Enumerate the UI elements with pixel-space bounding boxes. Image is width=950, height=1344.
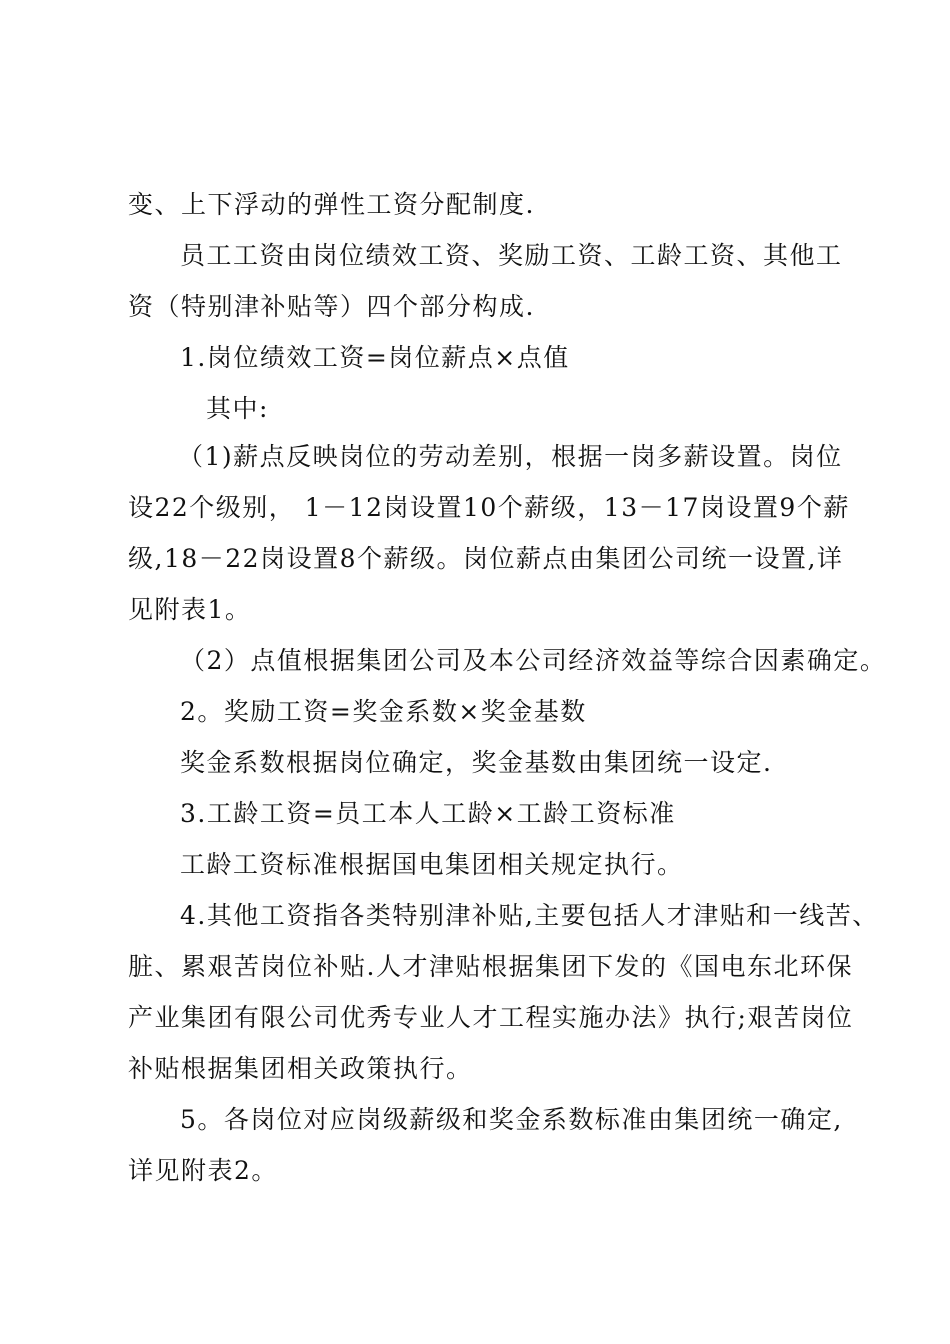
text-line: 变、上下浮动的弹性工资分配制度. <box>128 190 535 219</box>
text-line: 3.工龄工资=员工本人工龄×工龄工资标准 <box>180 799 676 828</box>
text-line: 见附表1。 <box>128 595 252 624</box>
text-line: 资（特别津补贴等）四个部分构成. <box>128 292 535 321</box>
text-line: 级,18－22岗设置8个薪级。岗位薪点由集团公司统一设置,详 <box>128 544 844 573</box>
text-line: 员工工资由岗位绩效工资、奖励工资、工龄工资、其他工 <box>180 241 843 270</box>
text-line: 工龄工资标准根据国电集团相关规定执行。 <box>180 850 684 879</box>
text-line: 补贴根据集团相关政策执行。 <box>128 1054 473 1083</box>
text-line: 设22个级别， 1－12岗设置10个薪级，13－17岗设置9个薪 <box>128 493 850 522</box>
text-line: 奖金系数根据岗位确定，奖金基数由集团统一设定. <box>180 748 773 777</box>
text-line: 其中: <box>206 394 269 423</box>
text-line: 2。奖励工资=奖金系数×奖金基数 <box>180 697 587 726</box>
text-line: 4.其他工资指各类特别津补贴,主要包括人才津贴和一线苦、 <box>180 901 879 930</box>
text-line: 脏、累艰苦岗位补贴.人才津贴根据集团下发的《国电东北环保 <box>128 952 853 981</box>
text-line: 1.岗位绩效工资=岗位薪点×点值 <box>180 343 570 372</box>
text-line: （2）点值根据集团公司及本公司经济效益等综合因素确定。 <box>180 646 887 675</box>
text-line: 详见附表2。 <box>128 1156 278 1185</box>
text-line: （1)薪点反映岗位的劳动差别，根据一岗多薪设置。岗位 <box>178 442 843 471</box>
text-line: 产业集团有限公司优秀专业人才工程实施办法》执行;艰苦岗位 <box>128 1003 854 1032</box>
text-line: 5。各岗位对应岗级薪级和奖金系数标准由集团统一确定, <box>180 1105 843 1134</box>
